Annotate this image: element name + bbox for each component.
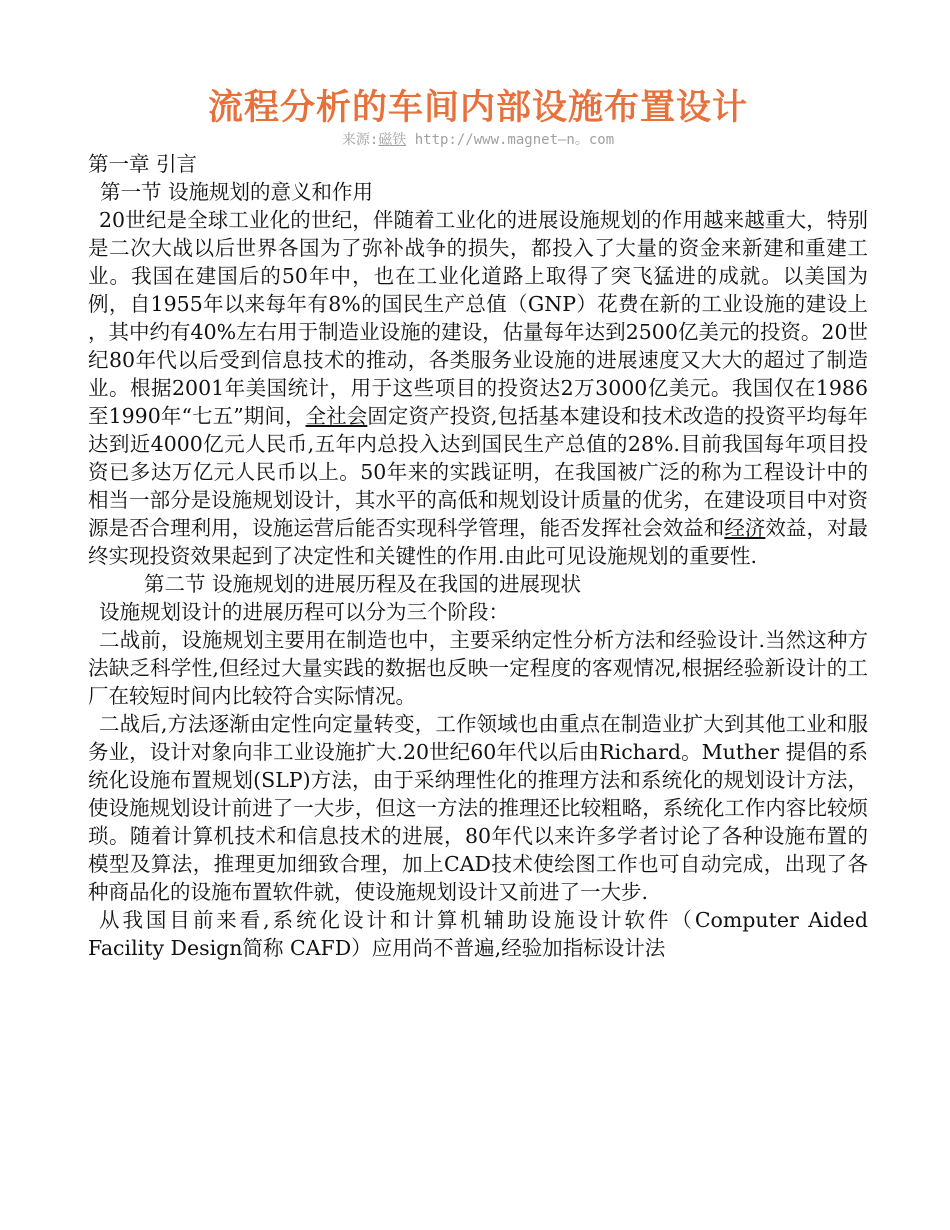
chapter-heading: 第一章 引言 — [88, 152, 198, 176]
source-link[interactable]: 磁铁 — [378, 132, 407, 148]
paragraph-3: 二战前，设施规划主要用在制造也中，主要采纳定性分析方法和经验设计.当然这种方法缺乏科学性,但经过大量实践的数据也反映一定程度的客观情况,根据经验新设计的工厂在较短时间内比较符合实际情况。 — [88, 628, 868, 708]
section-heading-1: 第一节 设施规划的意义和作用 — [100, 180, 374, 204]
source-url: http://www.magnet—n。com — [414, 132, 615, 148]
paragraph-1-part-a: 20世纪是全球工业化的世纪，伴随着工业化的进展设施规划的作用越来越重大，特别是二次大战以后世界各国为了弥补战争的损失，都投入了大量的资金来新建和重建工业。我国在建国后的50年中，也在工业化道路上取得了突飞猛进的成就。以美国为例，自1955年以来每年有8%的国民生产总值（GNP）花费在新的工业设施的建设上 ，其中约有40%左右用于制造业设施的建设，估量每年达到2500亿美元的投资。20世纪80年代以后受到信息技术的推动，各类服务业设施的进展速度又大大的超过了制造业。根据2001年美国统计，用于这些项目的投资达2万3000亿美元。我国仅在1986至1990年“七五”期间， — [88, 208, 868, 428]
paragraph-1-part-c: 效益，对最终实现投资效果起到了决定性和关键性的作用.由此可见设施规划的重要性. — [88, 516, 869, 568]
paragraph-5: 从我国目前来看,系统化设计和计算机辅助设施设计软件（Computer Aided Facility Design简称 CAFD）应用尚不普遍,经验加指标设计法 — [88, 908, 868, 960]
section-heading-2: 第二节 设施规划的进展历程及在我国的进展现状 — [144, 572, 582, 596]
document-title: 流程分析的车间内部设施布置设计 — [207, 88, 748, 128]
paragraph-2: 设施规划设计的进展历程可以分为三个阶段： — [99, 600, 509, 624]
paragraph-1 — [88, 206, 868, 570]
paragraph-1-part-b: 固定资产投资,包括基本建设和技术改造的投资平均每年达到近4000亿元人民币,五年内总投入达到国民生产总值的28%.目前我国每年项目投资已多达万亿元人民币以上。50年来的实践证明，在我国被广泛的称为工程设计中的相当一部分是设施规划设计，其水平的高低和规划设计质量的优劣，在建设项目中对资源是否合理利用，设施运营后能否实现科学管理，能否发挥社会效益和 — [88, 404, 869, 540]
source-line — [88, 130, 868, 150]
source-label: 来源: — [341, 132, 379, 148]
link-quanshehui[interactable]: 全社会 — [305, 404, 368, 428]
link-jingji[interactable]: 经济 — [724, 516, 766, 540]
paragraph-4: 二战后,方法逐渐由定性向定量转变，工作领域也由重点在制造业扩大到其他工业和服务业，设计对象向非工业设施扩大.20世纪60年代以后由Richard。Muther 提倡的系统化设施布置规划(SLP)方法，由于采纳理性化的推理方法和系统化的规划设计方法，使设施规划设计前进了一大步，但这一方法的推理还比较粗略，系统化工作内容比较烦琐。随着计算机技术和信息技术的进展，80年代以来许多学者讨论了各种设施布置的模型及算法，推理更加细致合理，加上CAD技术使绘图工作也可自动完成，出现了各种商品化的设施布置软件就，使设施规划设计又前进了一大步. — [88, 712, 868, 904]
document-page — [88, 86, 868, 962]
